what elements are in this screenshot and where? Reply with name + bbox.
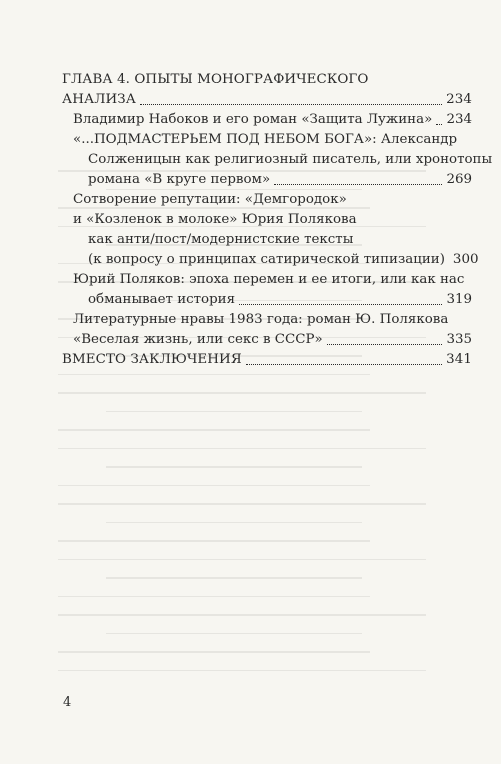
entry-title: «Веселая жизнь, или секс в СССР» bbox=[73, 332, 323, 347]
toc-entry-polyakov-reputation-line1: Сотворение репутации: «Демгородок» bbox=[73, 192, 347, 207]
conclusion-page: 341 bbox=[446, 352, 472, 367]
toc-entry-polyakov-reputation-line2: и «Козленок в молоке» Юрия Полякова bbox=[73, 212, 357, 227]
chapter4-page: 234 bbox=[446, 92, 472, 107]
table-of-contents bbox=[62, 70, 493, 370]
toc-conclusion bbox=[62, 350, 472, 370]
entry-title: Владимир Набоков и его роман «Защита Лужина» bbox=[73, 112, 433, 127]
toc-entry-polyakov-epoch-line1: Юрий Поляков: эпоха перемен и ее итоги, или как нас bbox=[73, 272, 465, 287]
entry-page: 300 bbox=[452, 252, 479, 267]
dot-leader bbox=[239, 303, 442, 305]
dot-leader bbox=[327, 343, 443, 345]
toc-entry-solzhenitsyn-line3 bbox=[62, 170, 472, 190]
dot-leader bbox=[140, 103, 442, 105]
toc-entry-1983-line2 bbox=[62, 330, 472, 350]
entry-title: обманывает история bbox=[88, 292, 236, 307]
entry-page: 234 bbox=[446, 112, 472, 127]
entry-title: (к вопросу о принципах сатирической типизации) bbox=[88, 252, 445, 267]
toc-entry-nabokov bbox=[62, 110, 472, 130]
page-number: 4 bbox=[63, 695, 72, 710]
entry-page: 319 bbox=[446, 292, 472, 307]
entry-page: 335 bbox=[446, 332, 472, 347]
chapter4-title-text: АНАЛИЗА bbox=[62, 92, 136, 107]
dot-leader bbox=[246, 363, 442, 365]
entry-page: 269 bbox=[446, 172, 472, 187]
conclusion-title: ВМЕСТО ЗАКЛЮЧЕНИЯ bbox=[62, 352, 242, 367]
toc-entry-1983-line1: Литературные нравы 1983 года: роман Ю. Полякова bbox=[73, 312, 449, 327]
toc-entry-polyakov-epoch-line2 bbox=[62, 290, 472, 310]
dot-leader bbox=[436, 123, 442, 125]
toc-entry-polyakov-reputation-line4 bbox=[62, 250, 479, 270]
chapter4-title-line1: ГЛАВА 4. ОПЫТЫ МОНОГРАФИЧЕСКОГО bbox=[62, 72, 369, 87]
dot-leader bbox=[274, 183, 442, 185]
toc-entry-solzhenitsyn-line2: Солженицын как религиозный писатель, или хронотопы bbox=[88, 152, 493, 167]
entry-title: романа «В круге первом» bbox=[88, 172, 271, 187]
toc-entry-polyakov-reputation-line3: как анти/пост/модернистские тексты bbox=[88, 232, 354, 247]
chapter4-title-line2 bbox=[62, 90, 472, 110]
toc-entry-solzhenitsyn-line1: «...ПОДМАСТЕРЬЕМ ПОД НЕБОМ БОГА»: Александр bbox=[73, 132, 458, 147]
